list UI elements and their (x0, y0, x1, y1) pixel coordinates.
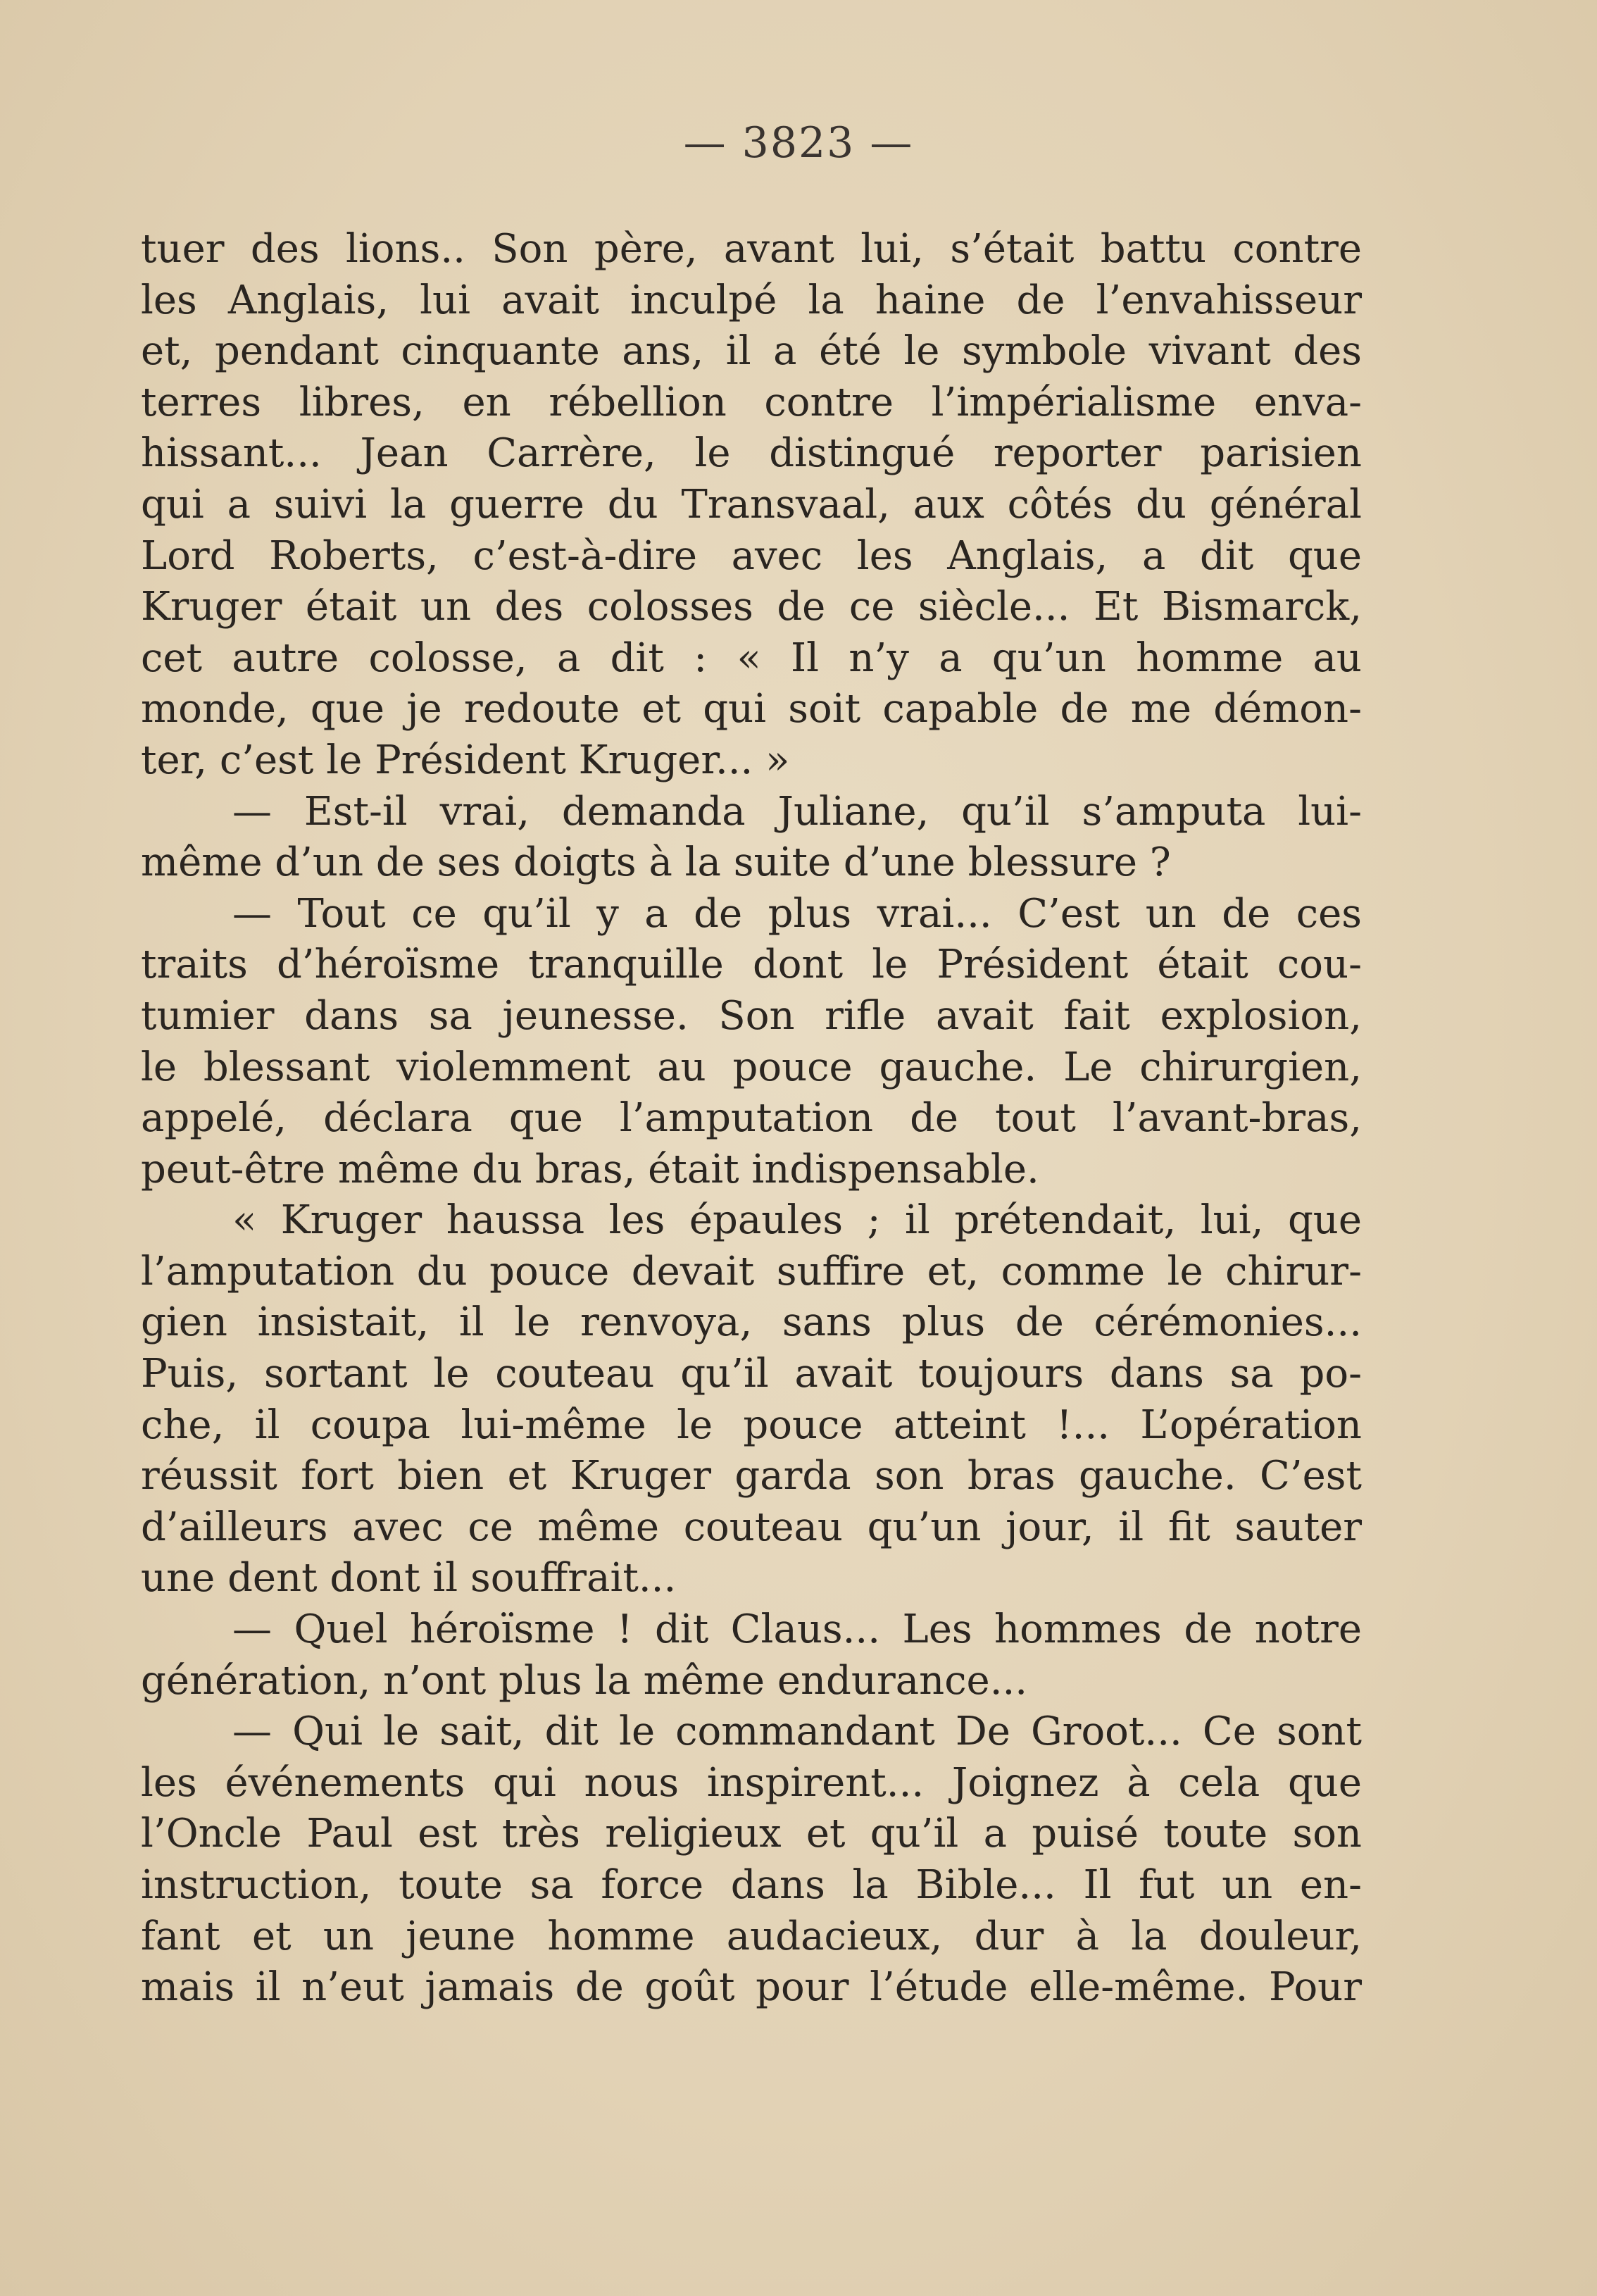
text-line: Lord Roberts, c’est-à-dire avec les Anglais, a dit que (141, 532, 1362, 579)
text-line: d’ailleurs avec ce même couteau qu’un jour, il fit sauter (141, 1504, 1362, 1550)
text-line: même d’un de ses doigts à la suite d’une blessure ? (141, 840, 1171, 886)
text-line: appelé, déclara que l’amputation de tout l’avant-bras, (141, 1095, 1362, 1142)
text-line: fant et un jeune homme audacieux, dur à la douleur, (141, 1913, 1362, 1959)
text-line: monde, que je redoute et qui soit capable de me démon- (141, 686, 1362, 732)
text-line: tuer des lions.. Son père, avant lui, s’était battu contre (141, 226, 1362, 272)
text-line: gien insistait, il le renvoya, sans plus de cérémonies... (141, 1299, 1362, 1346)
text-line: cet autre colosse, a dit : « Il n’y a qu’un homme au (141, 635, 1362, 681)
text-line: ter, c’est le Président Kruger... » (141, 737, 790, 783)
text-line: peut-être même du bras, était indispensable. (141, 1146, 1039, 1192)
text-line: terres libres, en rébellion contre l’impérialisme enva- (141, 379, 1362, 425)
text-line: traits d’héroïsme tranquille dont le Président était cou- (141, 942, 1362, 988)
text-line: — Quel héroïsme ! dit Claus... Les hommes de notre (232, 1606, 1362, 1653)
text-line: le blessant violemment au pouce gauche. Le chirurgien, (141, 1044, 1362, 1090)
text-line: l’amputation du pouce devait suffire et, comme le chirur- (141, 1248, 1362, 1294)
text-line: réussit fort bien et Kruger garda son bras gauche. C’est (141, 1453, 1362, 1499)
text-line: qui a suivi la guerre du Transvaal, aux côtés du général (141, 481, 1362, 528)
text-line: les événements qui nous inspirent... Joignez à cela que (141, 1759, 1362, 1806)
text-line: et, pendant cinquante ans, il a été le symbole vivant des (141, 328, 1362, 375)
text-line: tumier dans sa jeunesse. Son rifle avait fait explosion, (141, 992, 1362, 1039)
text-line: Puis, sortant le couteau qu’il avait toujours dans sa po- (141, 1351, 1362, 1397)
page-number: — 3823 — (683, 118, 914, 168)
text-line: che, il coupa lui-même le pouce atteint !... L’opération (141, 1402, 1362, 1448)
text-line: — Qui le sait, dit le commandant De Groot... Ce sont (232, 1709, 1362, 1755)
text-line: hissant... Jean Carrère, le distingué reporter parisien (141, 430, 1362, 477)
text-line: « Kruger haussa les épaules ; il prétendait, lui, que (232, 1197, 1362, 1244)
text-line: les Anglais, lui avait inculpé la haine de l’envahisseur (141, 277, 1362, 323)
text-line: — Tout ce qu’il y a de plus vrai... C’est un de ces (232, 890, 1362, 937)
text-line: instruction, toute sa force dans la Bible... Il fut un en- (141, 1862, 1362, 1908)
text-line: l’Oncle Paul est très religieux et qu’il a puisé toute son (141, 1811, 1362, 1857)
text-line: une dent dont il souffrait... (141, 1555, 677, 1602)
text-line: mais il n’eut jamais de goût pour l’étude elle-même. Pour (141, 1964, 1362, 2011)
text-line: Kruger était un des colosses de ce siècle... Et Bismarck, (141, 584, 1362, 630)
text-line: — Est-il vrai, demanda Juliane, qu’il s’amputa lui- (232, 788, 1362, 835)
text-line: génération, n’ont plus la même endurance... (141, 1657, 1028, 1704)
body-text (141, 224, 1362, 2014)
